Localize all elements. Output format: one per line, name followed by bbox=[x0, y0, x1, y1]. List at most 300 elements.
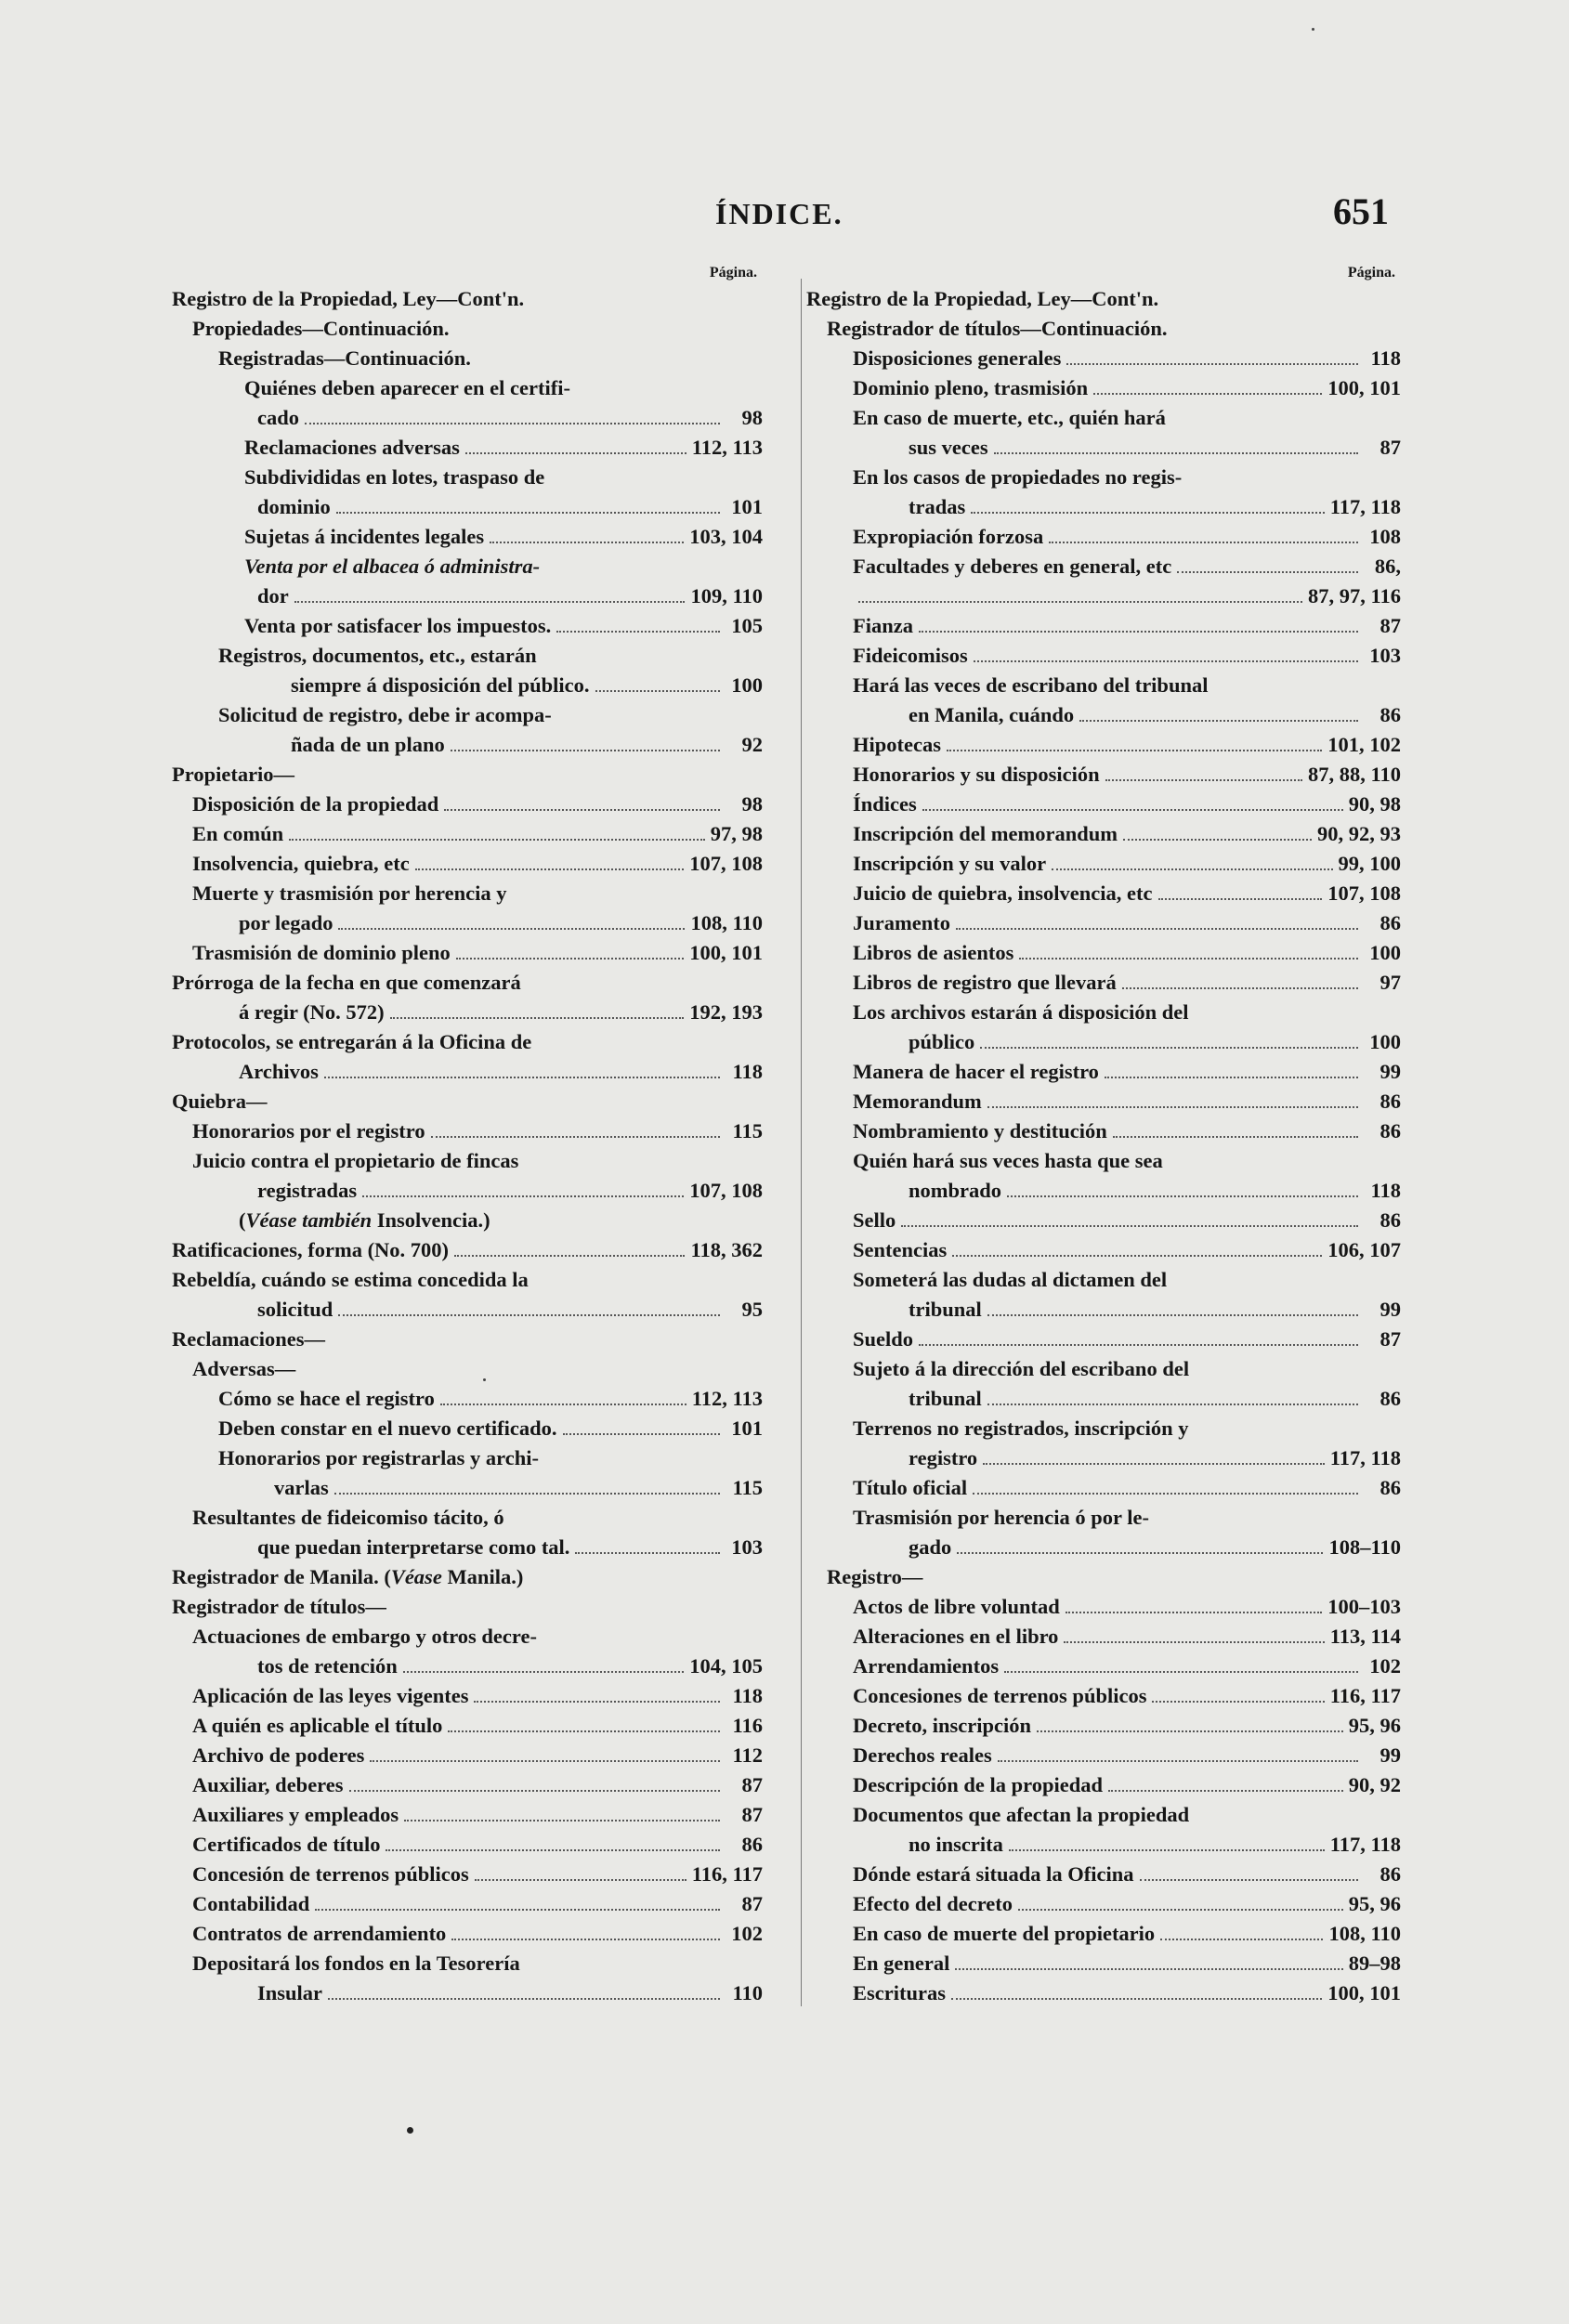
page-column-label: Página. bbox=[709, 265, 757, 281]
entry-text: Decreto, inscripción bbox=[853, 1714, 1032, 1737]
index-entry bbox=[806, 1206, 1401, 1235]
index-entry bbox=[172, 1325, 763, 1354]
entry-text: cado bbox=[257, 406, 299, 429]
page-reference: 98 bbox=[741, 406, 763, 429]
index-entry bbox=[806, 998, 1401, 1027]
index-entry bbox=[172, 1830, 763, 1860]
entry-text: Honorarios por registrarlas y archi- bbox=[218, 1446, 539, 1469]
page-reference: 192, 193 bbox=[689, 1000, 763, 1024]
page-reference: 99 bbox=[1379, 1060, 1401, 1083]
entry-text: en Manila, cuándo bbox=[909, 703, 1075, 726]
dot-leader bbox=[1049, 542, 1358, 543]
index-entry bbox=[806, 1770, 1401, 1800]
dot-leader bbox=[289, 839, 705, 841]
entry-text: gado bbox=[909, 1535, 952, 1559]
page-reference: 117, 118 bbox=[1329, 1446, 1401, 1469]
index-entry bbox=[806, 611, 1401, 641]
index-entry bbox=[806, 641, 1401, 671]
page-reference: 107, 108 bbox=[689, 1179, 763, 1202]
entry-text: Registradas—Continuación. bbox=[218, 346, 471, 370]
dot-leader bbox=[370, 1760, 720, 1762]
page-reference: 100, 101 bbox=[1327, 376, 1401, 399]
page-column-label: Página. bbox=[1347, 265, 1395, 281]
entry-text: Registrador de Manila. (Véase Manila.) bbox=[172, 1565, 524, 1588]
dot-leader bbox=[431, 1136, 720, 1138]
index-entry bbox=[806, 968, 1401, 998]
index-entry bbox=[806, 849, 1401, 879]
dot-leader bbox=[987, 1314, 1358, 1316]
index-entry bbox=[172, 1354, 763, 1384]
page-reference: 86 bbox=[1379, 1208, 1401, 1232]
index-entry bbox=[806, 1027, 1401, 1057]
entry-text: Concesiones de terrenos públicos bbox=[853, 1684, 1147, 1707]
dot-leader bbox=[957, 1552, 1323, 1554]
index-entry bbox=[806, 1889, 1401, 1919]
entry-text: Disposición de la propiedad bbox=[192, 792, 439, 816]
index-entry bbox=[806, 1533, 1401, 1562]
index-entry bbox=[806, 1681, 1401, 1711]
entry-text: Honorarios por el registro bbox=[192, 1119, 425, 1142]
index-entry bbox=[806, 433, 1401, 463]
page-reference: 112, 113 bbox=[691, 436, 763, 459]
entry-text: Alteraciones en el libro bbox=[853, 1625, 1059, 1648]
dot-leader bbox=[858, 601, 1302, 603]
entry-text: Terrenos no registrados, inscripción y bbox=[853, 1417, 1189, 1440]
page-reference: 86 bbox=[1379, 703, 1401, 726]
page-reference: 104, 105 bbox=[689, 1654, 763, 1678]
index-entry bbox=[172, 849, 763, 879]
page-reference: 112, 113 bbox=[691, 1387, 763, 1410]
entry-text: Cómo se hace el registro bbox=[218, 1387, 435, 1410]
index-entry bbox=[172, 1533, 763, 1562]
page-reference: 92 bbox=[741, 733, 763, 756]
page-reference: 118 bbox=[1370, 1179, 1401, 1202]
index-entry bbox=[172, 433, 763, 463]
index-entry bbox=[806, 819, 1401, 849]
index-entry bbox=[172, 908, 763, 938]
index-column-left bbox=[172, 262, 763, 2008]
index-entry bbox=[806, 700, 1401, 730]
dot-leader bbox=[1093, 393, 1322, 395]
index-entry bbox=[806, 344, 1401, 373]
page-reference: 107, 108 bbox=[689, 852, 763, 875]
index-entry bbox=[806, 1087, 1401, 1116]
entry-text: Juramento bbox=[853, 911, 950, 934]
index-entry bbox=[172, 1265, 763, 1295]
index-entry bbox=[806, 671, 1401, 700]
entry-text: registro bbox=[909, 1446, 978, 1469]
page-reference: 87 bbox=[1379, 1327, 1401, 1351]
entry-text: Depositará los fondos en la Tesorería bbox=[192, 1952, 520, 1975]
index-entry bbox=[806, 938, 1401, 968]
entry-text: Honorarios y su disposición bbox=[853, 763, 1100, 786]
entry-text: Derechos reales bbox=[853, 1743, 992, 1767]
dot-leader bbox=[390, 1017, 685, 1019]
dot-leader bbox=[465, 452, 686, 454]
page-reference: 103 bbox=[731, 1535, 763, 1559]
dot-leader bbox=[1079, 720, 1358, 722]
dot-leader bbox=[362, 1195, 684, 1197]
index-entry bbox=[172, 1711, 763, 1741]
page-header bbox=[0, 190, 1569, 243]
dot-leader bbox=[324, 1077, 720, 1078]
index-column-right bbox=[806, 262, 1401, 2008]
index-entry bbox=[806, 1562, 1401, 1592]
page-reference: 90, 92 bbox=[1348, 1773, 1401, 1796]
entry-text: Sentencias bbox=[853, 1238, 948, 1261]
page-reference: 87 bbox=[1379, 614, 1401, 637]
index-entry bbox=[806, 1652, 1401, 1681]
index-entry bbox=[806, 1473, 1401, 1503]
index-entry bbox=[172, 314, 763, 344]
entry-text: que puedan interpretarse como tal. bbox=[257, 1535, 570, 1559]
entry-text: Registro de la Propiedad, Ley—Cont'n. bbox=[806, 287, 1159, 310]
dot-leader bbox=[1105, 779, 1302, 781]
entry-text: Insular bbox=[257, 1981, 323, 2004]
index-entry bbox=[172, 284, 763, 314]
dot-leader bbox=[1037, 1730, 1343, 1732]
page-reference: 90, 92, 93 bbox=[1317, 822, 1401, 845]
index-entry bbox=[806, 1325, 1401, 1354]
entry-text: sus veces bbox=[909, 436, 988, 459]
entry-text: dominio bbox=[257, 495, 331, 518]
entry-text: Fianza bbox=[853, 614, 913, 637]
index-entry bbox=[806, 581, 1401, 611]
dot-leader bbox=[974, 660, 1358, 662]
entry-text: Libros de registro que llevará bbox=[853, 971, 1117, 994]
entry-text: Inscripción y su valor bbox=[853, 852, 1047, 875]
index-entry bbox=[172, 1978, 763, 2008]
index-entry bbox=[806, 1860, 1401, 1889]
index-entry bbox=[172, 671, 763, 700]
page-reference: 97, 98 bbox=[710, 822, 763, 845]
dot-leader bbox=[444, 809, 720, 811]
dot-leader bbox=[1108, 1790, 1343, 1792]
entry-text: Sujetas á incidentes legales bbox=[244, 525, 485, 548]
entry-text: Arrendamientos bbox=[853, 1654, 1000, 1678]
dot-leader bbox=[595, 690, 720, 692]
page-reference: 100 bbox=[1369, 941, 1401, 964]
page-reference: 117, 118 bbox=[1329, 495, 1401, 518]
entry-text: por legado bbox=[239, 911, 333, 934]
index-entry bbox=[806, 1919, 1401, 1949]
index-entry bbox=[806, 1116, 1401, 1146]
page-reference: 118 bbox=[1370, 346, 1401, 370]
entry-text: Archivos bbox=[239, 1060, 319, 1083]
page-reference: 105 bbox=[731, 614, 763, 637]
dot-leader bbox=[983, 1463, 1325, 1465]
page-reference: 95 bbox=[741, 1298, 763, 1321]
index-entry bbox=[806, 879, 1401, 908]
index-entry bbox=[172, 1800, 763, 1830]
dot-leader bbox=[338, 1314, 720, 1316]
index-entry bbox=[172, 581, 763, 611]
dot-leader bbox=[919, 631, 1358, 633]
dot-leader bbox=[563, 1433, 720, 1435]
dot-leader bbox=[336, 512, 720, 514]
ink-mark bbox=[407, 2127, 413, 2134]
entry-text: Certificados de título bbox=[192, 1833, 381, 1856]
entry-text: Documentos que afectan la propiedad bbox=[853, 1803, 1190, 1826]
entry-text: Quién hará sus veces hasta que sea bbox=[853, 1149, 1163, 1172]
entry-text: En los casos de propiedades no regis- bbox=[853, 465, 1183, 489]
index-entry bbox=[172, 1562, 763, 1592]
dot-leader bbox=[998, 1760, 1358, 1762]
dot-leader bbox=[955, 1968, 1342, 1970]
entry-text: Propietario— bbox=[172, 763, 295, 786]
dot-leader bbox=[556, 631, 720, 633]
dot-leader bbox=[1066, 363, 1358, 365]
entry-text: Memorandum bbox=[853, 1090, 982, 1113]
entry-text: En caso de muerte del propietario bbox=[853, 1922, 1156, 1945]
dot-leader bbox=[1009, 1849, 1325, 1851]
index-entry bbox=[172, 1919, 763, 1949]
index-entry bbox=[172, 1414, 763, 1443]
entry-text: A quién es aplicable el título bbox=[192, 1714, 443, 1737]
dot-leader bbox=[1105, 1077, 1358, 1078]
index-entry bbox=[172, 552, 763, 581]
entry-text: Muerte y trasmisión por herencia y bbox=[192, 881, 507, 905]
entry-text: Registro de la Propiedad, Ley—Cont'n. bbox=[172, 287, 525, 310]
index-entry bbox=[806, 373, 1401, 403]
entry-text: Juicio de quiebra, insolvencia, etc bbox=[853, 881, 1153, 905]
entry-text: Auxiliares y empleados bbox=[192, 1803, 399, 1826]
column-divider bbox=[801, 279, 802, 2006]
page-reference: 108–110 bbox=[1328, 1535, 1401, 1559]
entry-text: Auxiliar, deberes bbox=[192, 1773, 344, 1796]
index-entry bbox=[806, 1949, 1401, 1978]
entry-text: Insolvencia, quiebra, etc bbox=[192, 852, 410, 875]
dot-leader bbox=[404, 1820, 720, 1821]
page-reference: 87, 97, 116 bbox=[1307, 584, 1401, 607]
index-entry bbox=[172, 730, 763, 760]
dot-leader bbox=[451, 750, 720, 751]
index-entry bbox=[172, 1087, 763, 1116]
entry-text: Inscripción del memorandum bbox=[853, 822, 1118, 845]
index-entry bbox=[172, 1295, 763, 1325]
dot-leader bbox=[980, 1047, 1358, 1049]
entry-text: Índices bbox=[853, 792, 917, 816]
page-reference: 100 bbox=[731, 673, 763, 697]
entry-text: Resultantes de fideicomiso tácito, ó bbox=[192, 1506, 504, 1529]
entry-text: Quiebra— bbox=[172, 1090, 268, 1113]
page-reference: 100–103 bbox=[1327, 1595, 1401, 1618]
entry-text: (Véase también Insolvencia.) bbox=[239, 1208, 490, 1232]
ink-speck bbox=[483, 1378, 486, 1381]
dot-leader bbox=[1160, 1939, 1323, 1940]
dot-leader bbox=[1064, 1641, 1324, 1643]
index-entry bbox=[806, 314, 1401, 344]
index-entry bbox=[172, 403, 763, 433]
dot-leader bbox=[922, 809, 1343, 811]
page-reference: 100, 101 bbox=[1327, 1981, 1401, 2004]
dot-leader bbox=[403, 1671, 684, 1673]
index-entry bbox=[806, 1711, 1401, 1741]
index-entry bbox=[172, 700, 763, 730]
index-entry bbox=[172, 1681, 763, 1711]
index-entry bbox=[806, 492, 1401, 522]
page-reference: 87 bbox=[741, 1773, 763, 1796]
index-entry bbox=[172, 1889, 763, 1919]
index-entry bbox=[172, 1503, 763, 1533]
entry-text: Sello bbox=[853, 1208, 896, 1232]
page-reference: 95, 96 bbox=[1348, 1714, 1401, 1737]
index-entry bbox=[806, 1503, 1401, 1533]
index-entry bbox=[172, 641, 763, 671]
dot-leader bbox=[971, 512, 1324, 514]
index-entry bbox=[172, 522, 763, 552]
dot-leader bbox=[987, 1106, 1358, 1108]
index-entry bbox=[172, 968, 763, 998]
entry-text: Juicio contra el propietario de fincas bbox=[192, 1149, 519, 1172]
page-reference: 113, 114 bbox=[1329, 1625, 1401, 1648]
dot-leader bbox=[1140, 1879, 1358, 1881]
page-reference: 86 bbox=[1379, 1387, 1401, 1410]
dot-leader bbox=[952, 1255, 1322, 1257]
entry-text: Quiénes deben aparecer en el certifi- bbox=[244, 376, 570, 399]
page-reference: 101, 102 bbox=[1327, 733, 1401, 756]
dot-leader bbox=[456, 958, 684, 960]
dot-leader bbox=[328, 1998, 720, 2000]
entry-text: Adversas— bbox=[192, 1357, 296, 1380]
entry-text: Contabilidad bbox=[192, 1892, 310, 1915]
dot-leader bbox=[1066, 1612, 1323, 1613]
entry-text: Sueldo bbox=[853, 1327, 914, 1351]
index-entry bbox=[806, 730, 1401, 760]
page-reference: 86 bbox=[1379, 911, 1401, 934]
dot-leader bbox=[1004, 1671, 1358, 1673]
entry-text: Aplicación de las leyes vigentes bbox=[192, 1684, 469, 1707]
entry-text: Facultades y deberes en general, etc bbox=[853, 555, 1172, 578]
page-reference: 112 bbox=[732, 1743, 763, 1767]
index-entry bbox=[172, 790, 763, 819]
ink-speck bbox=[1312, 28, 1314, 31]
dot-leader bbox=[386, 1849, 720, 1851]
entry-text: Libros de asientos bbox=[853, 941, 1014, 964]
entry-text: Dominio pleno, trasmisión bbox=[853, 376, 1089, 399]
entry-text: Reclamaciones— bbox=[172, 1327, 325, 1351]
entry-text: siempre á disposición del público. bbox=[291, 673, 590, 697]
entry-text: Reclamaciones adversas bbox=[244, 436, 460, 459]
dot-leader bbox=[338, 928, 685, 930]
dot-leader bbox=[901, 1225, 1358, 1227]
index-entry bbox=[172, 1146, 763, 1176]
dot-leader bbox=[575, 1552, 720, 1554]
entry-text: á regir (No. 572) bbox=[239, 1000, 385, 1024]
page-reference: 101 bbox=[731, 495, 763, 518]
index-entry bbox=[172, 1592, 763, 1622]
entry-text: nombrado bbox=[909, 1179, 1002, 1202]
page-reference: 98 bbox=[741, 792, 763, 816]
index-entry bbox=[172, 1741, 763, 1770]
dot-leader bbox=[294, 601, 686, 603]
running-head: ÍNDICE. bbox=[715, 197, 843, 230]
page-reference: 107, 108 bbox=[1327, 881, 1401, 905]
entry-text: Venta por el albacea ó administra- bbox=[244, 555, 541, 578]
page-number: 651 bbox=[1333, 190, 1389, 232]
dot-leader bbox=[490, 542, 684, 543]
entry-text: Título oficial bbox=[853, 1476, 968, 1499]
dot-leader bbox=[1019, 958, 1358, 960]
entry-text: Trasmisión por herencia ó por le- bbox=[853, 1506, 1149, 1529]
page-reference: 118 bbox=[732, 1060, 763, 1083]
entry-text: Solicitud de registro, debe ir acompa- bbox=[218, 703, 552, 726]
dot-leader bbox=[334, 1493, 720, 1495]
index-entry bbox=[806, 760, 1401, 790]
entry-text: Hará las veces de escribano del tribunal bbox=[853, 673, 1209, 697]
entry-text: Archivo de poderes bbox=[192, 1743, 365, 1767]
index-entry bbox=[172, 998, 763, 1027]
dot-leader bbox=[448, 1730, 720, 1732]
index-entry bbox=[172, 1176, 763, 1206]
dot-leader bbox=[987, 1404, 1358, 1405]
index-entry bbox=[806, 1384, 1401, 1414]
page-reference: 108 bbox=[1369, 525, 1401, 548]
index-entry bbox=[806, 908, 1401, 938]
dot-leader bbox=[305, 423, 720, 424]
index-entry bbox=[806, 1176, 1401, 1206]
page-reference: 99, 100 bbox=[1338, 852, 1401, 875]
dot-leader bbox=[1018, 1909, 1343, 1911]
entry-text: Expropiación forzosa bbox=[853, 525, 1044, 548]
index-entry bbox=[806, 1146, 1401, 1176]
page-reference: 86 bbox=[1379, 1119, 1401, 1142]
page-reference: 115 bbox=[732, 1119, 763, 1142]
index-entry bbox=[806, 1443, 1401, 1473]
index-entry bbox=[172, 1652, 763, 1681]
page-reference: 100, 101 bbox=[689, 941, 763, 964]
entry-text: Actos de libre voluntad bbox=[853, 1595, 1060, 1618]
entry-text: Hipotecas bbox=[853, 733, 941, 756]
index-entry bbox=[172, 373, 763, 403]
page-reference: 102 bbox=[731, 1922, 763, 1945]
index-entry bbox=[806, 463, 1401, 492]
index-entry bbox=[172, 492, 763, 522]
dot-leader bbox=[451, 1939, 720, 1940]
entry-text: registradas bbox=[257, 1179, 358, 1202]
page-reference: 117, 118 bbox=[1329, 1833, 1401, 1856]
dot-leader bbox=[1122, 987, 1358, 989]
page-reference: 87, 88, 110 bbox=[1307, 763, 1401, 786]
page-reference: 86, bbox=[1374, 555, 1401, 578]
index-entry bbox=[806, 790, 1401, 819]
dot-leader bbox=[973, 1493, 1358, 1495]
entry-text: Contratos de arrendamiento bbox=[192, 1922, 447, 1945]
entry-text: Protocolos, se entregarán á la Oficina de bbox=[172, 1030, 532, 1053]
index-entry bbox=[172, 819, 763, 849]
page-reference: 90, 98 bbox=[1348, 792, 1401, 816]
entry-text: En común bbox=[192, 822, 284, 845]
index-entry bbox=[806, 1414, 1401, 1443]
entry-text: Trasmisión de dominio pleno bbox=[192, 941, 451, 964]
page-reference: 87 bbox=[1379, 436, 1401, 459]
page-reference: 86 bbox=[1379, 1862, 1401, 1886]
page-reference: 118 bbox=[732, 1684, 763, 1707]
entry-text: Prórroga de la fecha en que comenzará bbox=[172, 971, 521, 994]
entry-text: ñada de un plano bbox=[291, 733, 445, 756]
page-reference: 97 bbox=[1379, 971, 1401, 994]
index-entry bbox=[806, 1295, 1401, 1325]
entry-text: Nombramiento y destitución bbox=[853, 1119, 1107, 1142]
entry-text: Fideicomisos bbox=[853, 644, 968, 667]
page-reference: 87 bbox=[741, 1803, 763, 1826]
index-entry bbox=[806, 522, 1401, 552]
entry-text: Concesión de terrenos públicos bbox=[192, 1862, 469, 1886]
entry-text: En caso de muerte, etc., quién hará bbox=[853, 406, 1166, 429]
dot-leader bbox=[349, 1790, 720, 1792]
entry-text: Los archivos estarán á disposición del bbox=[853, 1000, 1189, 1024]
page-reference: 116, 117 bbox=[1329, 1684, 1401, 1707]
